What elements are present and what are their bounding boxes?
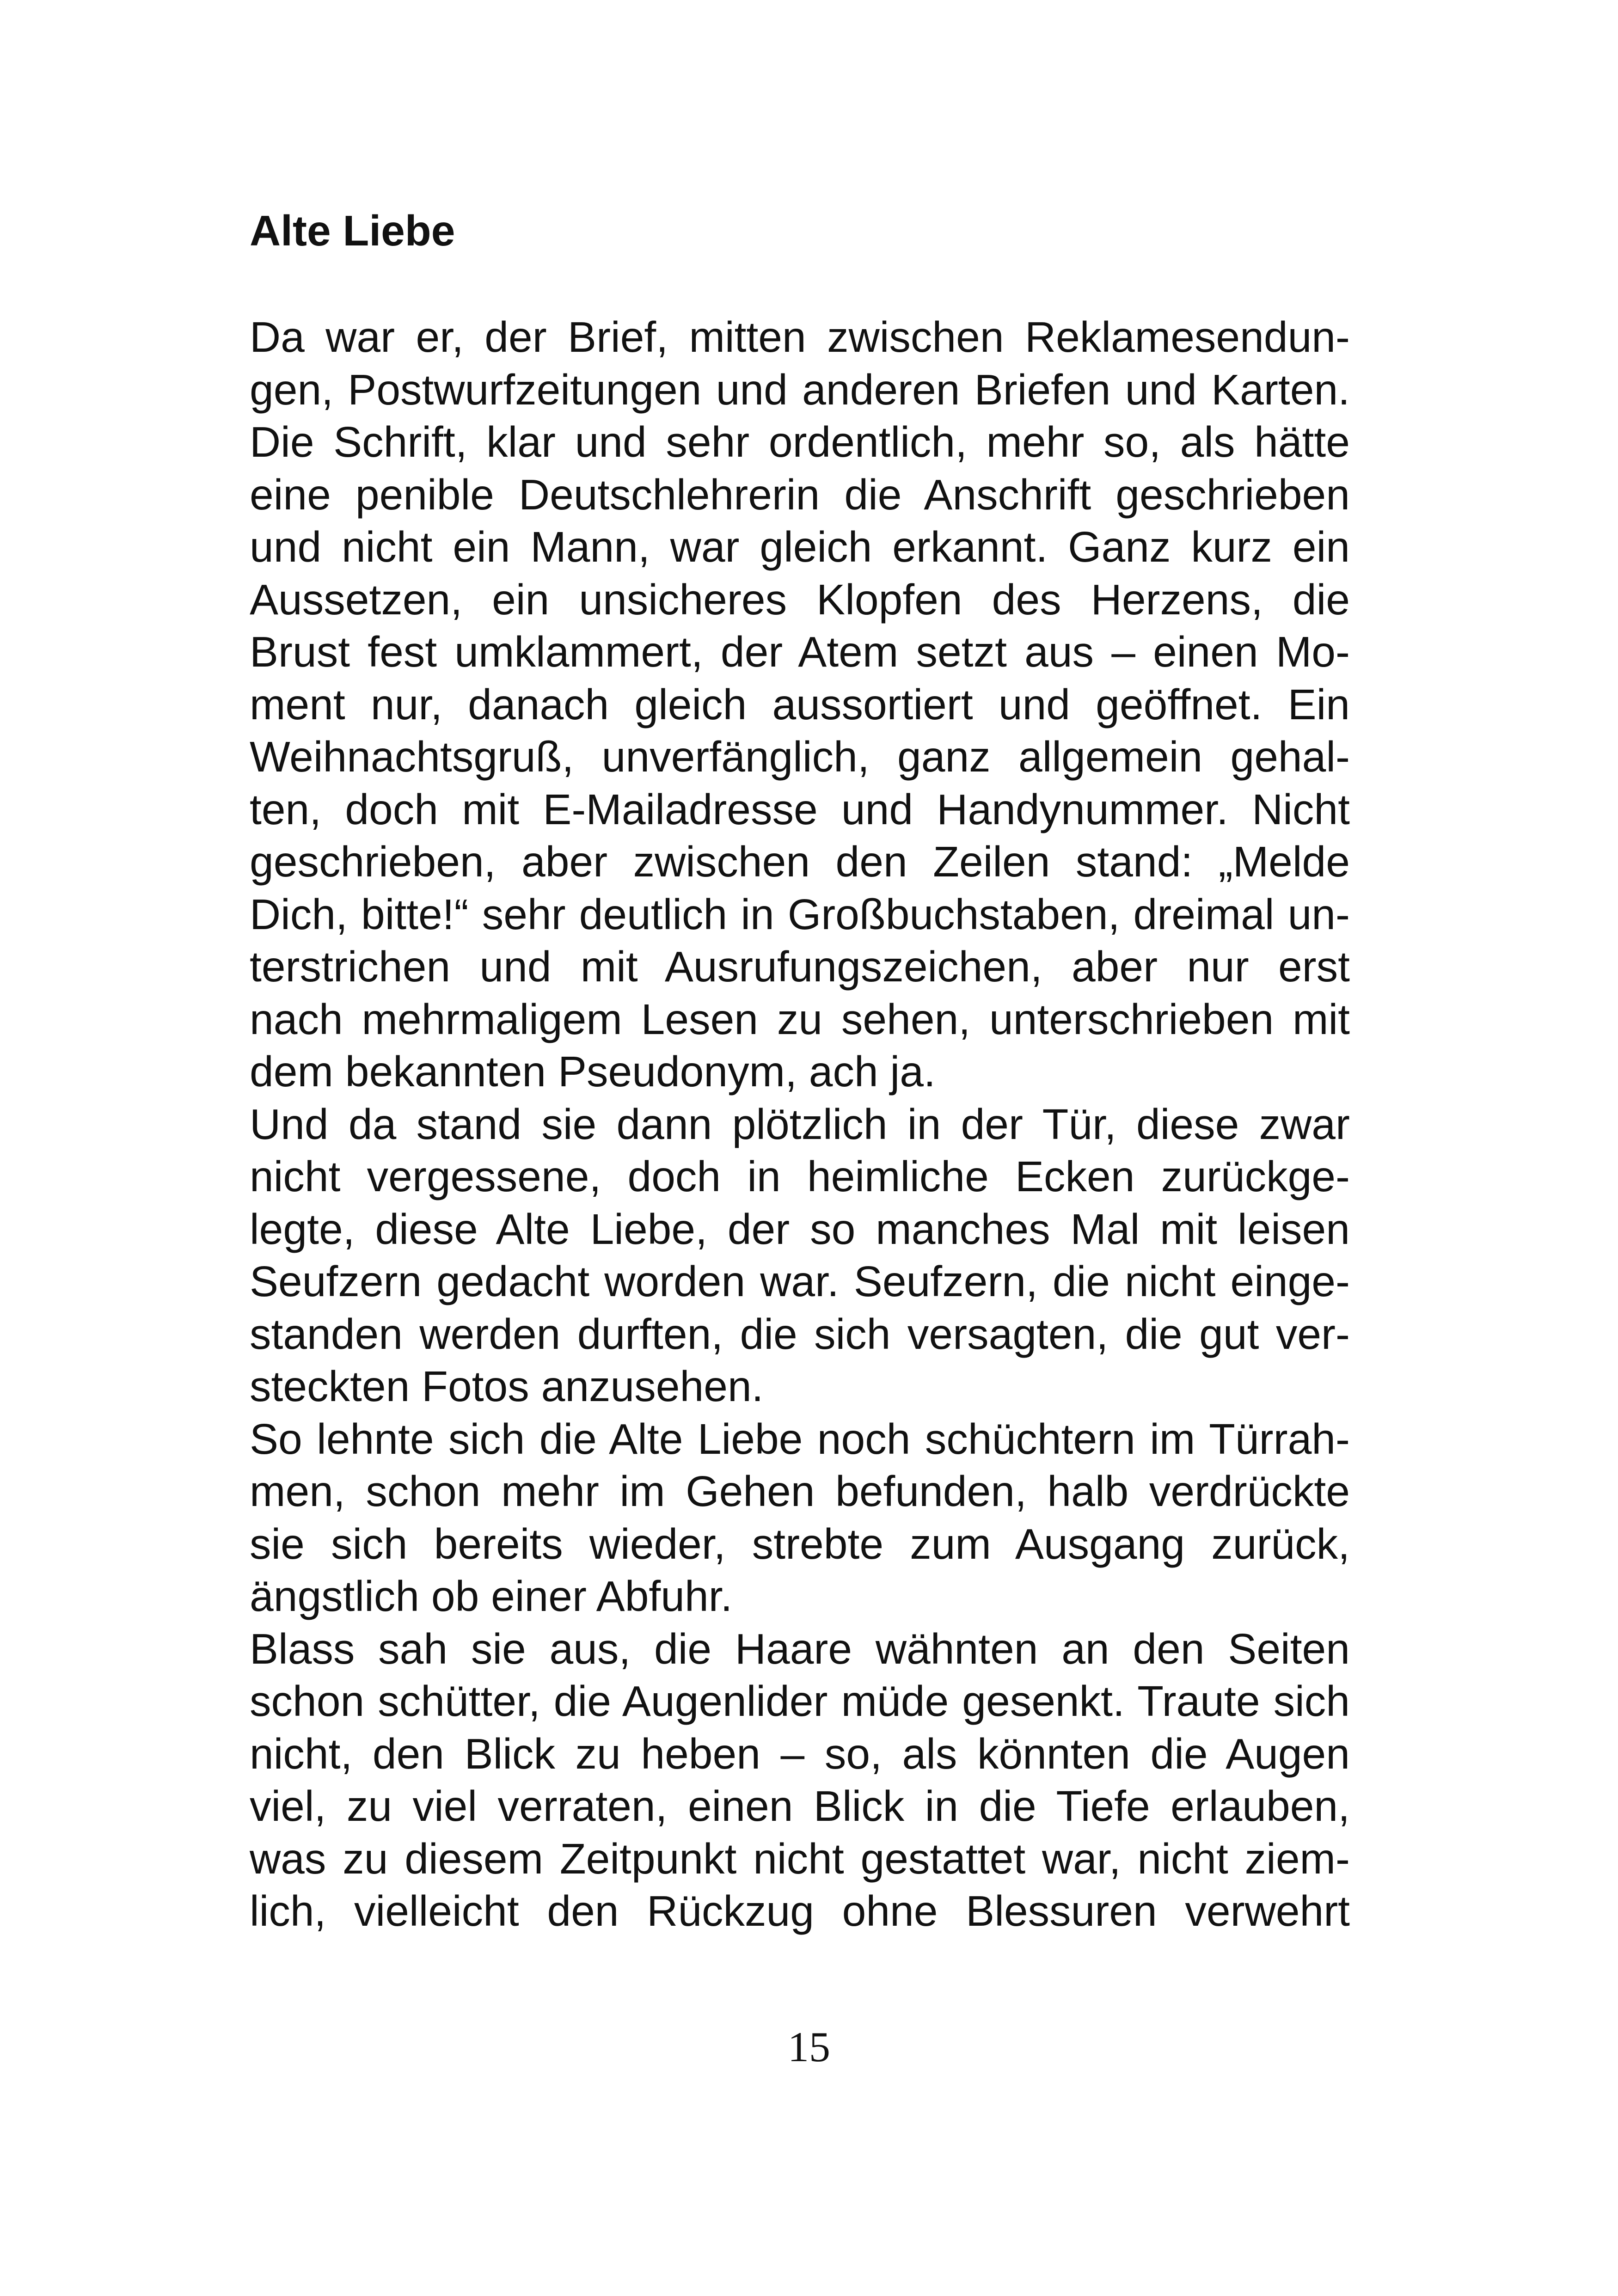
text-line: nach mehrmaligem Lesen zu sehen, unterschrieben mit xyxy=(250,995,1350,1043)
text-line: nicht, den Blick zu heben – so, als könnten die Augen xyxy=(250,1729,1350,1778)
text-line: ängstlich ob einer Abfuhr. xyxy=(250,1572,733,1620)
text-line: eine penible Deutschlehrerin die Anschrift geschrieben xyxy=(250,470,1350,519)
text-line: So lehnte sich die Alte Liebe noch schüchtern im Türrah- xyxy=(250,1414,1350,1463)
text-line: ment nur, danach gleich aussortiert und geöffnet. Ein xyxy=(250,680,1350,729)
text-line: legte, diese Alte Liebe, der so manches Mal mit leisen xyxy=(250,1205,1350,1253)
text-line: lich, vielleicht den Rückzug ohne Blessuren verwehrt xyxy=(250,1887,1350,1935)
text-line: sie sich bereits wieder, strebte zum Ausgang zurück, xyxy=(250,1519,1350,1568)
text-line: geschrieben, aber zwischen den Zeilen stand: „Melde xyxy=(250,838,1350,886)
text-line: viel, zu viel verraten, einen Blick in die Tiefe erlauben, xyxy=(250,1782,1350,1830)
body-text xyxy=(250,311,1350,1938)
text-line: Seufzern gedacht worden war. Seufzern, die nicht einge- xyxy=(250,1257,1350,1305)
page-number: 15 xyxy=(788,2023,830,2070)
text-line: ten, doch mit E-Mailadresse und Handynummer. Nicht xyxy=(250,785,1350,833)
text-line: Aussetzen, ein unsicheres Klopfen des Herzens, die xyxy=(250,575,1350,624)
text-line: standen werden durften, die sich versagten, die gut ver- xyxy=(250,1310,1350,1358)
text-line: gen, Postwurfzeitungen und anderen Briefen und Karten. xyxy=(250,365,1350,414)
text-line: dem bekannten Pseudonym, ach ja. xyxy=(250,1047,936,1096)
text-line: nicht vergessene, doch in heimliche Ecken zurückge- xyxy=(250,1152,1350,1200)
text-line: steckten Fotos anzusehen. xyxy=(250,1362,764,1410)
text-line: men, schon mehr im Gehen befunden, halb verdrückte xyxy=(250,1467,1350,1515)
text-line: Brust fest umklammert, der Atem setzt aus – einen Mo- xyxy=(250,628,1350,676)
chapter-title: Alte Liebe xyxy=(250,207,455,255)
text-line: Blass sah sie aus, die Haare wähnten an den Seiten xyxy=(250,1624,1350,1673)
text-line: Die Schrift, klar und sehr ordentlich, mehr so, als hätte xyxy=(250,418,1350,466)
text-line: terstrichen und mit Ausrufungszeichen, aber nur erst xyxy=(250,943,1350,991)
text-line: und nicht ein Mann, war gleich erkannt. Ganz kurz ein xyxy=(250,523,1350,571)
text-line: Da war er, der Brief, mitten zwischen Reklamesendun- xyxy=(250,313,1350,361)
text-line: Und da stand sie dann plötzlich in der Tür, diese zwar xyxy=(250,1100,1350,1148)
text-line: Weihnachtsgruß, unverfänglich, ganz allgemein gehal- xyxy=(250,733,1350,781)
text-line: was zu diesem Zeitpunkt nicht gestattet war, nicht ziem- xyxy=(250,1834,1350,1883)
text-line: Dich, bitte!“ sehr deutlich in Großbuchstaben, dreimal un- xyxy=(250,890,1350,938)
text-line: schon schütter, die Augenlider müde gesenkt. Traute sich xyxy=(250,1677,1350,1725)
